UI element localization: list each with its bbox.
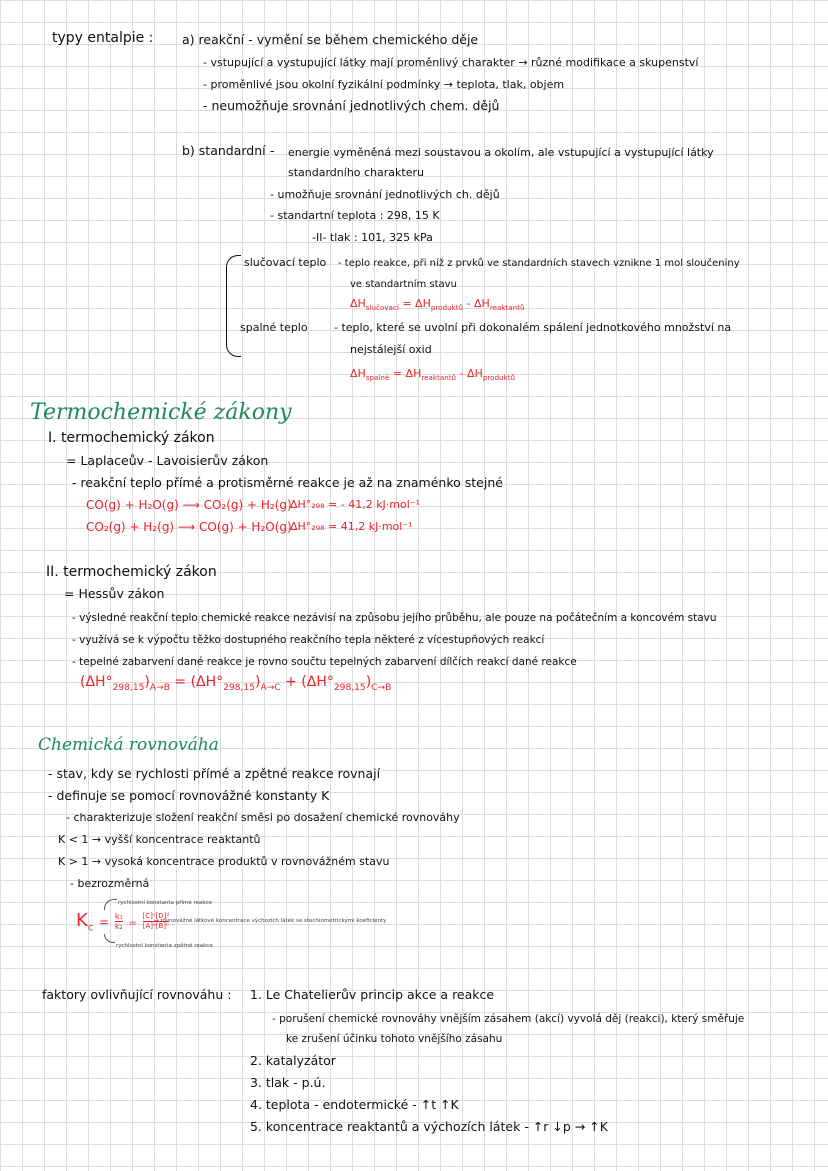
- formula-part: = ΔH: [398, 297, 431, 310]
- law1-eq2-dh: ΔH°₂₉₈ = 41,2 kJ·mol⁻¹: [290, 520, 413, 533]
- kc-symbol-sub: c: [87, 922, 94, 934]
- law1-alias: = Laplaceův - Lavoisierův zákon: [66, 453, 269, 468]
- slucovaci-formula: [350, 296, 525, 316]
- kc-numerator: [C]ᶜ[D]ᵈ: [142, 911, 170, 920]
- enthalpy-types-label: typy entalpie :: [52, 30, 154, 46]
- kc-equals-2: =: [128, 918, 137, 929]
- factor-3: 3. tlak - p.ú.: [250, 1075, 326, 1090]
- formula-part: ΔH: [350, 367, 366, 380]
- equilibrium-point-1: - stav, kdy se rychlosti přímé a zpětné reakce rovnají: [48, 766, 381, 781]
- formula-sub: produktů: [482, 373, 516, 383]
- kc-note-right: → rovnovážné látkové koncentrace výchozích látek se stechiometrickými koeficienty: [154, 918, 387, 924]
- law2-alias: = Hessův zákon: [64, 586, 165, 601]
- spalne-text-1: - teplo, které se uvolní při dokonalém spálení jednotkového množství na: [334, 321, 732, 334]
- kc-note-bottom-arrow: [104, 934, 115, 943]
- spalne-formula: [350, 366, 515, 386]
- curly-brace: [226, 255, 241, 357]
- law1-eq2: CO₂(g) + H₂(g) ⟶ CO(g) + H₂O(g): [86, 520, 292, 534]
- kc-symbol: K: [76, 910, 88, 931]
- enthalpy-b-point-1: energie vyměněná mezi soustavou a okolím, ale vstupující a vystupující látky: [288, 146, 714, 159]
- k2: k₂: [114, 921, 123, 931]
- equilibrium-point-2: - definuje se pomocí rovnovážné konstanty K: [48, 788, 330, 803]
- laws-heading: Termochemické zákony: [30, 400, 292, 425]
- formula-sub: 298,15: [333, 682, 366, 693]
- factor-1: 1. Le Chatelierův princip akce a reakce: [250, 987, 495, 1002]
- law1-eq1-dh: ΔH°₂₉₈ = - 41,2 kJ·mol⁻¹: [290, 498, 421, 511]
- equilibrium-point-3: - charakterizuje složení reakční směsi po dosažení chemické rovnováhy: [66, 811, 460, 824]
- slucovaci-text-1: - teplo reakce, při níž z prvků ve standardních stavech vznikne 1 mol sloučeniny: [338, 258, 740, 269]
- formula-part: ): [365, 674, 372, 690]
- formula-sub: produktů: [430, 303, 464, 313]
- law1-eq1: CO(g) + H₂O(g) ⟶ CO₂(g) + H₂(g): [86, 498, 292, 512]
- spalne-text-2: nejstálejší oxid: [350, 343, 432, 356]
- formula-part: = ΔH: [389, 367, 422, 380]
- enthalpy-a-point-2: - proměnlivé jsou okolní fyzikální podmínky → teplota, tlak, objem: [203, 78, 565, 91]
- factors-label: faktory ovlivňující rovnováhu :: [42, 987, 232, 1002]
- slucovaci-text-2: ve standartním stavu: [350, 279, 457, 290]
- formula-sub: C→B: [371, 682, 392, 693]
- factor-1-detail: - porušení chemické rovnováhy vnějším zásahem (akcí) vyvolá děj (reakci), který směřuje: [272, 1013, 745, 1025]
- factor-2: 2. katalyzátor: [250, 1053, 336, 1068]
- formula-part: - ΔH: [456, 367, 483, 380]
- enthalpy-b-point-4: -II- tlak : 101, 325 kPa: [312, 231, 433, 244]
- formula-sub: reaktantů: [421, 373, 457, 383]
- formula-part: ): [255, 674, 261, 690]
- formula-part: = (ΔH°: [169, 674, 224, 690]
- enthalpy-a-point-3: - neumožňuje srovnání jednotlivých chem. dějů: [203, 98, 500, 113]
- enthalpy-b-point-2: - umožňuje srovnání jednotlivých ch. dějů: [270, 188, 500, 201]
- formula-part: + (ΔH°: [280, 674, 334, 690]
- kc-equals: =: [99, 915, 110, 929]
- equilibrium-heading: Chemická rovnováha: [38, 735, 219, 755]
- enthalpy-a-point-1: - vstupující a vystupující látky mají proměnlivý charakter → různé modifikace a skupenství: [203, 56, 699, 69]
- enthalpy-a-title: a) reakční - vymění se během chemického děje: [182, 32, 479, 47]
- formula-part: - ΔH: [463, 297, 490, 310]
- kc-note-bottom: rychlostní konstanta zpětné reakce: [116, 943, 213, 949]
- slucovaci-label: slučovací teplo: [244, 256, 327, 269]
- formula-sub: A→C: [260, 682, 281, 693]
- law2-point-2: - využívá se k výpočtu těžko dostupného reakčního tepla některé z vícestupňových reakcí: [72, 634, 545, 646]
- law2-point-3: - tepelné zabarvení dané reakce je rovno součtu tepelných zabarvení dílčích reakcí dané reakce: [72, 656, 577, 668]
- formula-sub: slučovací: [365, 303, 399, 313]
- kc-note-top-arrow: [104, 899, 117, 910]
- k1: k₁: [114, 911, 123, 921]
- enthalpy-b-dash: -: [270, 143, 275, 158]
- factor-1-detail-cont: ke zrušení účinku tohoto vnějšího zásahu: [286, 1033, 503, 1045]
- kc-note-top: rychlostní konstanta přímé reakce: [118, 900, 212, 906]
- law2-point-1: - výsledné reakční teplo chemické reakce nezávisí na způsobu jejího průběhu, ale pouze na počátečním a koncovém stavu: [72, 612, 717, 624]
- law1-title: I. termochemický zákon: [48, 430, 215, 446]
- factor-4: 4. teplota - endotermické - ↑t ↑K: [250, 1097, 459, 1112]
- kc-denominator: [A]ᵃ[B]ᵇ: [142, 921, 169, 930]
- formula-part: (ΔH°: [80, 674, 113, 690]
- equilibrium-point-4: K < 1 → vyšší koncentrace reaktantů: [58, 833, 261, 846]
- enthalpy-b-point-1-cont: standardního charakteru: [288, 166, 424, 179]
- enthalpy-b-title: b) standardní: [182, 143, 266, 158]
- hess-formula: [80, 672, 391, 698]
- equilibrium-point-6: - bezrozměrná: [70, 877, 150, 890]
- kc-rate-fraction: [115, 912, 123, 931]
- formula-sub: 298,15: [112, 682, 145, 693]
- formula-sub: reaktantů: [489, 303, 525, 313]
- enthalpy-b-point-3: - standartní teplota : 298, 15 K: [270, 209, 440, 222]
- formula-sub: spalné: [365, 373, 390, 383]
- factor-5: 5. koncentrace reaktantů a výchozích látek - ↑r ↓p → ↑K: [250, 1119, 608, 1134]
- equilibrium-point-5: K > 1 → vysoká koncentrace produktů v rovnovážném stavu: [58, 855, 390, 868]
- formula-sub: A→B: [149, 682, 170, 693]
- spalne-label: spalné teplo: [240, 321, 308, 334]
- formula-sub: 298,15: [223, 682, 255, 693]
- formula-part: ΔH: [350, 297, 366, 310]
- formula-part: ): [144, 674, 150, 690]
- law1-point: - reakční teplo přímé a protisměrné reakce je až na znaménko stejné: [72, 475, 503, 490]
- law2-title: II. termochemický zákon: [46, 564, 217, 580]
